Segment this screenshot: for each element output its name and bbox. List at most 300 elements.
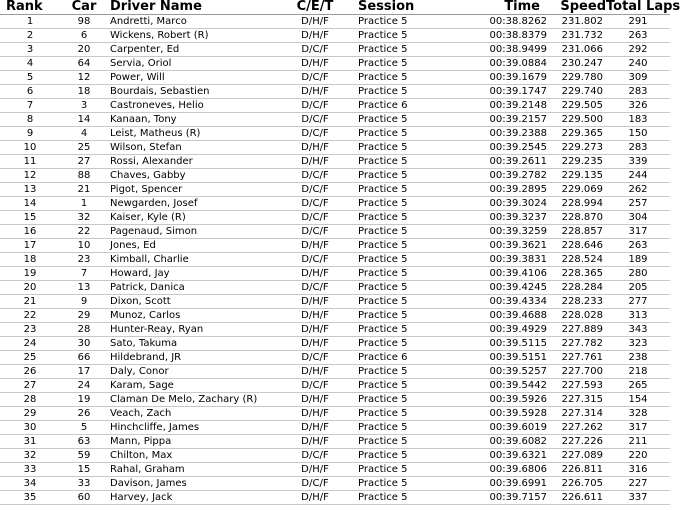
total-laps-cell: 309 <box>606 71 670 85</box>
cet-cell: D/H/F <box>274 365 356 379</box>
cet-cell: D/H/F <box>274 155 356 169</box>
speed-cell: 228.857 <box>550 225 606 239</box>
rank-cell: 6 <box>0 85 60 99</box>
total-laps-cell: 316 <box>606 463 670 477</box>
cet-cell: D/C/F <box>274 281 356 295</box>
table-row <box>0 393 670 407</box>
speed-cell: 228.646 <box>550 239 606 253</box>
total-laps-cell: 263 <box>606 239 670 253</box>
rank-cell: 19 <box>0 267 60 281</box>
time-cell: 00:39.2157 <box>460 113 550 127</box>
session-cell: Practice 5 <box>356 141 460 155</box>
table-row <box>0 85 670 99</box>
speed-cell: 227.262 <box>550 421 606 435</box>
table-row <box>0 155 670 169</box>
session-cell: Practice 6 <box>356 351 460 365</box>
time-cell: 00:39.1679 <box>460 71 550 85</box>
speed-cell: 228.028 <box>550 309 606 323</box>
rank-cell: 22 <box>0 309 60 323</box>
driver-name-cell: Claman De Melo, Zachary (R) <box>108 393 274 407</box>
total-laps-cell: 240 <box>606 57 670 71</box>
header-row <box>0 0 670 15</box>
table-row <box>0 253 670 267</box>
rank-cell: 14 <box>0 197 60 211</box>
total-laps-cell: 205 <box>606 281 670 295</box>
session-cell: Practice 5 <box>356 491 460 505</box>
car-cell: 25 <box>60 141 108 155</box>
session-cell: Practice 5 <box>356 15 460 29</box>
driver-name-cell: Wickens, Robert (R) <box>108 29 274 43</box>
rank-cell: 26 <box>0 365 60 379</box>
session-cell: Practice 5 <box>356 309 460 323</box>
speed-cell: 229.273 <box>550 141 606 155</box>
car-cell: 60 <box>60 491 108 505</box>
car-cell: 4 <box>60 127 108 141</box>
session-cell: Practice 5 <box>356 127 460 141</box>
rank-cell: 1 <box>0 15 60 29</box>
cet-cell: D/H/F <box>274 29 356 43</box>
cet-cell: D/H/F <box>274 491 356 505</box>
table-row <box>0 491 670 505</box>
table-row <box>0 15 670 29</box>
table-row <box>0 281 670 295</box>
speed-cell: 228.284 <box>550 281 606 295</box>
session-cell: Practice 5 <box>356 57 460 71</box>
time-cell: 00:39.2895 <box>460 183 550 197</box>
rank-cell: 30 <box>0 421 60 435</box>
car-cell: 27 <box>60 155 108 169</box>
total-laps-cell: 218 <box>606 365 670 379</box>
rank-cell: 11 <box>0 155 60 169</box>
time-cell: 00:39.3831 <box>460 253 550 267</box>
total-laps-cell: 280 <box>606 267 670 281</box>
driver-name-cell: Newgarden, Josef <box>108 197 274 211</box>
cet-cell: D/H/F <box>274 407 356 421</box>
cet-cell: D/C/F <box>274 211 356 225</box>
driver-name-cell: Rossi, Alexander <box>108 155 274 169</box>
time-cell: 00:39.5926 <box>460 393 550 407</box>
table-row <box>0 379 670 393</box>
driver-name-cell: Harvey, Jack <box>108 491 274 505</box>
speed-cell: 230.247 <box>550 57 606 71</box>
time-cell: 00:39.5928 <box>460 407 550 421</box>
table-row <box>0 421 670 435</box>
header-time: Time <box>460 0 550 15</box>
session-cell: Practice 5 <box>356 379 460 393</box>
rank-cell: 28 <box>0 393 60 407</box>
table-row <box>0 127 670 141</box>
session-cell: Practice 5 <box>356 435 460 449</box>
session-cell: Practice 5 <box>356 337 460 351</box>
speed-cell: 228.994 <box>550 197 606 211</box>
total-laps-cell: 277 <box>606 295 670 309</box>
car-cell: 23 <box>60 253 108 267</box>
car-cell: 24 <box>60 379 108 393</box>
speed-cell: 229.235 <box>550 155 606 169</box>
driver-name-cell: Power, Will <box>108 71 274 85</box>
car-cell: 21 <box>60 183 108 197</box>
total-laps-cell: 183 <box>606 113 670 127</box>
driver-name-cell: Howard, Jay <box>108 267 274 281</box>
car-cell: 22 <box>60 225 108 239</box>
session-cell: Practice 5 <box>356 407 460 421</box>
driver-name-cell: Pagenaud, Simon <box>108 225 274 239</box>
time-cell: 00:39.4688 <box>460 309 550 323</box>
header-driver-name: Driver Name <box>108 0 274 15</box>
session-cell: Practice 5 <box>356 449 460 463</box>
rank-cell: 7 <box>0 99 60 113</box>
speed-cell: 229.135 <box>550 169 606 183</box>
car-cell: 10 <box>60 239 108 253</box>
session-cell: Practice 5 <box>356 113 460 127</box>
driver-name-cell: Kaiser, Kyle (R) <box>108 211 274 225</box>
cet-cell: D/H/F <box>274 393 356 407</box>
header-speed: Speed <box>550 0 606 15</box>
cet-cell: D/C/F <box>274 379 356 393</box>
time-cell: 00:39.2388 <box>460 127 550 141</box>
session-cell: Practice 5 <box>356 183 460 197</box>
cet-cell: D/C/F <box>274 253 356 267</box>
total-laps-cell: 211 <box>606 435 670 449</box>
driver-name-cell: Mann, Pippa <box>108 435 274 449</box>
car-cell: 9 <box>60 295 108 309</box>
cet-cell: D/H/F <box>274 239 356 253</box>
rank-cell: 20 <box>0 281 60 295</box>
table-row <box>0 141 670 155</box>
time-cell: 00:39.3259 <box>460 225 550 239</box>
time-cell: 00:39.5115 <box>460 337 550 351</box>
car-cell: 17 <box>60 365 108 379</box>
driver-name-cell: Kanaan, Tony <box>108 113 274 127</box>
header-session: Session <box>356 0 460 15</box>
session-cell: Practice 5 <box>356 295 460 309</box>
driver-name-cell: Andretti, Marco <box>108 15 274 29</box>
car-cell: 32 <box>60 211 108 225</box>
speed-cell: 227.700 <box>550 365 606 379</box>
cet-cell: D/C/F <box>274 197 356 211</box>
car-cell: 59 <box>60 449 108 463</box>
session-cell: Practice 5 <box>356 421 460 435</box>
session-cell: Practice 5 <box>356 197 460 211</box>
driver-name-cell: Hinchcliffe, James <box>108 421 274 435</box>
cet-cell: D/H/F <box>274 85 356 99</box>
time-cell: 00:38.8379 <box>460 29 550 43</box>
car-cell: 98 <box>60 15 108 29</box>
speed-cell: 228.365 <box>550 267 606 281</box>
speed-cell: 226.705 <box>550 477 606 491</box>
driver-name-cell: Munoz, Carlos <box>108 309 274 323</box>
session-cell: Practice 5 <box>356 225 460 239</box>
total-laps-cell: 292 <box>606 43 670 57</box>
driver-name-cell: Chaves, Gabby <box>108 169 274 183</box>
session-cell: Practice 5 <box>356 267 460 281</box>
driver-name-cell: Dixon, Scott <box>108 295 274 309</box>
table-row <box>0 239 670 253</box>
table-row <box>0 351 670 365</box>
speed-cell: 227.089 <box>550 449 606 463</box>
time-cell: 00:39.6321 <box>460 449 550 463</box>
car-cell: 1 <box>60 197 108 211</box>
rank-cell: 17 <box>0 239 60 253</box>
table-row <box>0 309 670 323</box>
total-laps-cell: 304 <box>606 211 670 225</box>
cet-cell: D/H/F <box>274 323 356 337</box>
speed-cell: 226.611 <box>550 491 606 505</box>
speed-cell: 231.732 <box>550 29 606 43</box>
time-cell: 00:39.2545 <box>460 141 550 155</box>
rank-cell: 27 <box>0 379 60 393</box>
driver-name-cell: Jones, Ed <box>108 239 274 253</box>
speed-cell: 229.069 <box>550 183 606 197</box>
car-cell: 88 <box>60 169 108 183</box>
cet-cell: D/C/F <box>274 127 356 141</box>
cet-cell: D/H/F <box>274 57 356 71</box>
table-row <box>0 435 670 449</box>
session-cell: Practice 5 <box>356 323 460 337</box>
total-laps-cell: 189 <box>606 253 670 267</box>
header-rank: Rank <box>0 0 60 15</box>
table-row <box>0 463 670 477</box>
total-laps-cell: 154 <box>606 393 670 407</box>
speed-cell: 231.066 <box>550 43 606 57</box>
car-cell: 3 <box>60 99 108 113</box>
total-laps-cell: 283 <box>606 85 670 99</box>
session-cell: Practice 5 <box>356 393 460 407</box>
total-laps-cell: 220 <box>606 449 670 463</box>
table-row <box>0 99 670 113</box>
driver-name-cell: Castroneves, Helio <box>108 99 274 113</box>
driver-name-cell: Veach, Zach <box>108 407 274 421</box>
speed-cell: 231.802 <box>550 15 606 29</box>
total-laps-cell: 326 <box>606 99 670 113</box>
speed-cell: 228.233 <box>550 295 606 309</box>
time-cell: 00:39.1747 <box>460 85 550 99</box>
total-laps-cell: 328 <box>606 407 670 421</box>
total-laps-cell: 337 <box>606 491 670 505</box>
session-cell: Practice 5 <box>356 253 460 267</box>
car-cell: 19 <box>60 393 108 407</box>
table-row <box>0 197 670 211</box>
time-cell: 00:39.4245 <box>460 281 550 295</box>
speed-cell: 228.524 <box>550 253 606 267</box>
cet-cell: D/H/F <box>274 267 356 281</box>
driver-name-cell: Sato, Takuma <box>108 337 274 351</box>
rank-cell: 32 <box>0 449 60 463</box>
table-row <box>0 477 670 491</box>
speed-cell: 228.870 <box>550 211 606 225</box>
rank-cell: 16 <box>0 225 60 239</box>
time-cell: 00:39.2782 <box>460 169 550 183</box>
driver-name-cell: Chilton, Max <box>108 449 274 463</box>
cet-cell: D/H/F <box>274 421 356 435</box>
time-cell: 00:39.0884 <box>460 57 550 71</box>
rank-cell: 13 <box>0 183 60 197</box>
driver-name-cell: Patrick, Danica <box>108 281 274 295</box>
session-cell: Practice 5 <box>356 239 460 253</box>
speed-cell: 227.782 <box>550 337 606 351</box>
time-cell: 00:39.2148 <box>460 99 550 113</box>
speed-cell: 227.226 <box>550 435 606 449</box>
time-cell: 00:39.2611 <box>460 155 550 169</box>
total-laps-cell: 317 <box>606 225 670 239</box>
rank-cell: 2 <box>0 29 60 43</box>
rank-cell: 8 <box>0 113 60 127</box>
cet-cell: D/H/F <box>274 337 356 351</box>
cet-cell: D/H/F <box>274 309 356 323</box>
speed-cell: 227.761 <box>550 351 606 365</box>
driver-name-cell: Karam, Sage <box>108 379 274 393</box>
rank-cell: 18 <box>0 253 60 267</box>
rank-cell: 35 <box>0 491 60 505</box>
cet-cell: D/H/F <box>274 141 356 155</box>
total-laps-cell: 313 <box>606 309 670 323</box>
rank-cell: 15 <box>0 211 60 225</box>
session-cell: Practice 5 <box>356 43 460 57</box>
driver-name-cell: Leist, Matheus (R) <box>108 127 274 141</box>
table-row <box>0 71 670 85</box>
driver-name-cell: Hunter-Reay, Ryan <box>108 323 274 337</box>
car-cell: 30 <box>60 337 108 351</box>
time-cell: 00:39.6991 <box>460 477 550 491</box>
total-laps-cell: 265 <box>606 379 670 393</box>
time-cell: 00:39.3621 <box>460 239 550 253</box>
car-cell: 29 <box>60 309 108 323</box>
header-total-laps: Total Laps <box>606 0 680 14</box>
time-cell: 00:39.3024 <box>460 197 550 211</box>
total-laps-cell: 238 <box>606 351 670 365</box>
car-cell: 18 <box>60 85 108 99</box>
session-cell: Practice 5 <box>356 365 460 379</box>
car-cell: 6 <box>60 29 108 43</box>
cet-cell: D/C/F <box>274 113 356 127</box>
rank-cell: 10 <box>0 141 60 155</box>
total-laps-cell: 317 <box>606 421 670 435</box>
session-cell: Practice 5 <box>356 281 460 295</box>
table-row <box>0 449 670 463</box>
rank-cell: 3 <box>0 43 60 57</box>
car-cell: 13 <box>60 281 108 295</box>
car-cell: 14 <box>60 113 108 127</box>
speed-cell: 227.593 <box>550 379 606 393</box>
cet-cell: D/H/F <box>274 435 356 449</box>
driver-name-cell: Carpenter, Ed <box>108 43 274 57</box>
rank-cell: 4 <box>0 57 60 71</box>
rank-cell: 29 <box>0 407 60 421</box>
speed-cell: 229.500 <box>550 113 606 127</box>
driver-name-cell: Hildebrand, JR <box>108 351 274 365</box>
total-laps-cell: 323 <box>606 337 670 351</box>
table-body <box>0 15 670 505</box>
rank-cell: 12 <box>0 169 60 183</box>
car-cell: 20 <box>60 43 108 57</box>
car-cell: 28 <box>60 323 108 337</box>
time-cell: 00:39.4929 <box>460 323 550 337</box>
session-cell: Practice 5 <box>356 29 460 43</box>
time-cell: 00:39.7157 <box>460 491 550 505</box>
session-cell: Practice 5 <box>356 169 460 183</box>
session-cell: Practice 5 <box>356 155 460 169</box>
speed-cell: 229.505 <box>550 99 606 113</box>
speed-cell: 227.889 <box>550 323 606 337</box>
speed-cell: 226.811 <box>550 463 606 477</box>
driver-name-cell: Pigot, Spencer <box>108 183 274 197</box>
total-laps-cell: 244 <box>606 169 670 183</box>
header-car: Car <box>60 0 108 15</box>
speed-cell: 229.780 <box>550 71 606 85</box>
car-cell: 5 <box>60 421 108 435</box>
car-cell: 33 <box>60 477 108 491</box>
car-cell: 26 <box>60 407 108 421</box>
table-row <box>0 407 670 421</box>
rank-cell: 34 <box>0 477 60 491</box>
table-row <box>0 295 670 309</box>
cet-cell: D/C/F <box>274 99 356 113</box>
time-cell: 00:39.4334 <box>460 295 550 309</box>
time-cell: 00:38.9499 <box>460 43 550 57</box>
car-cell: 64 <box>60 57 108 71</box>
total-laps-cell: 291 <box>606 15 670 29</box>
header-cet: C/E/T <box>274 0 356 15</box>
rank-cell: 9 <box>0 127 60 141</box>
driver-name-cell: Rahal, Graham <box>108 463 274 477</box>
table-row <box>0 323 670 337</box>
car-cell: 66 <box>60 351 108 365</box>
car-cell: 63 <box>60 435 108 449</box>
total-laps-cell: 339 <box>606 155 670 169</box>
car-cell: 7 <box>60 267 108 281</box>
table-row <box>0 113 670 127</box>
rank-cell: 31 <box>0 435 60 449</box>
cet-cell: D/C/F <box>274 43 356 57</box>
cet-cell: D/C/F <box>274 71 356 85</box>
total-laps-cell: 227 <box>606 477 670 491</box>
time-cell: 00:39.6082 <box>460 435 550 449</box>
table-row <box>0 57 670 71</box>
cet-cell: D/C/F <box>274 169 356 183</box>
cet-cell: D/C/F <box>274 477 356 491</box>
driver-name-cell: Daly, Conor <box>108 365 274 379</box>
rank-cell: 33 <box>0 463 60 477</box>
cet-cell: D/H/F <box>274 15 356 29</box>
speed-cell: 229.365 <box>550 127 606 141</box>
time-cell: 00:39.6019 <box>460 421 550 435</box>
total-laps-cell: 263 <box>606 29 670 43</box>
driver-name-cell: Wilson, Stefan <box>108 141 274 155</box>
time-cell: 00:39.5257 <box>460 365 550 379</box>
speed-cell: 229.740 <box>550 85 606 99</box>
rank-cell: 24 <box>0 337 60 351</box>
rank-cell: 23 <box>0 323 60 337</box>
driver-name-cell: Bourdais, Sebastien <box>108 85 274 99</box>
rank-cell: 25 <box>0 351 60 365</box>
table-row <box>0 365 670 379</box>
session-cell: Practice 6 <box>356 99 460 113</box>
driver-name-cell: Kimball, Charlie <box>108 253 274 267</box>
table-row <box>0 211 670 225</box>
time-cell: 00:39.3237 <box>460 211 550 225</box>
total-laps-cell: 150 <box>606 127 670 141</box>
driver-name-cell: Servia, Oriol <box>108 57 274 71</box>
session-cell: Practice 5 <box>356 211 460 225</box>
speed-cell: 227.314 <box>550 407 606 421</box>
cet-cell: D/C/F <box>274 183 356 197</box>
time-cell: 00:38.8262 <box>460 15 550 29</box>
total-laps-cell: 257 <box>606 197 670 211</box>
table-row <box>0 267 670 281</box>
table-row <box>0 29 670 43</box>
session-cell: Practice 5 <box>356 71 460 85</box>
total-laps-cell: 283 <box>606 141 670 155</box>
